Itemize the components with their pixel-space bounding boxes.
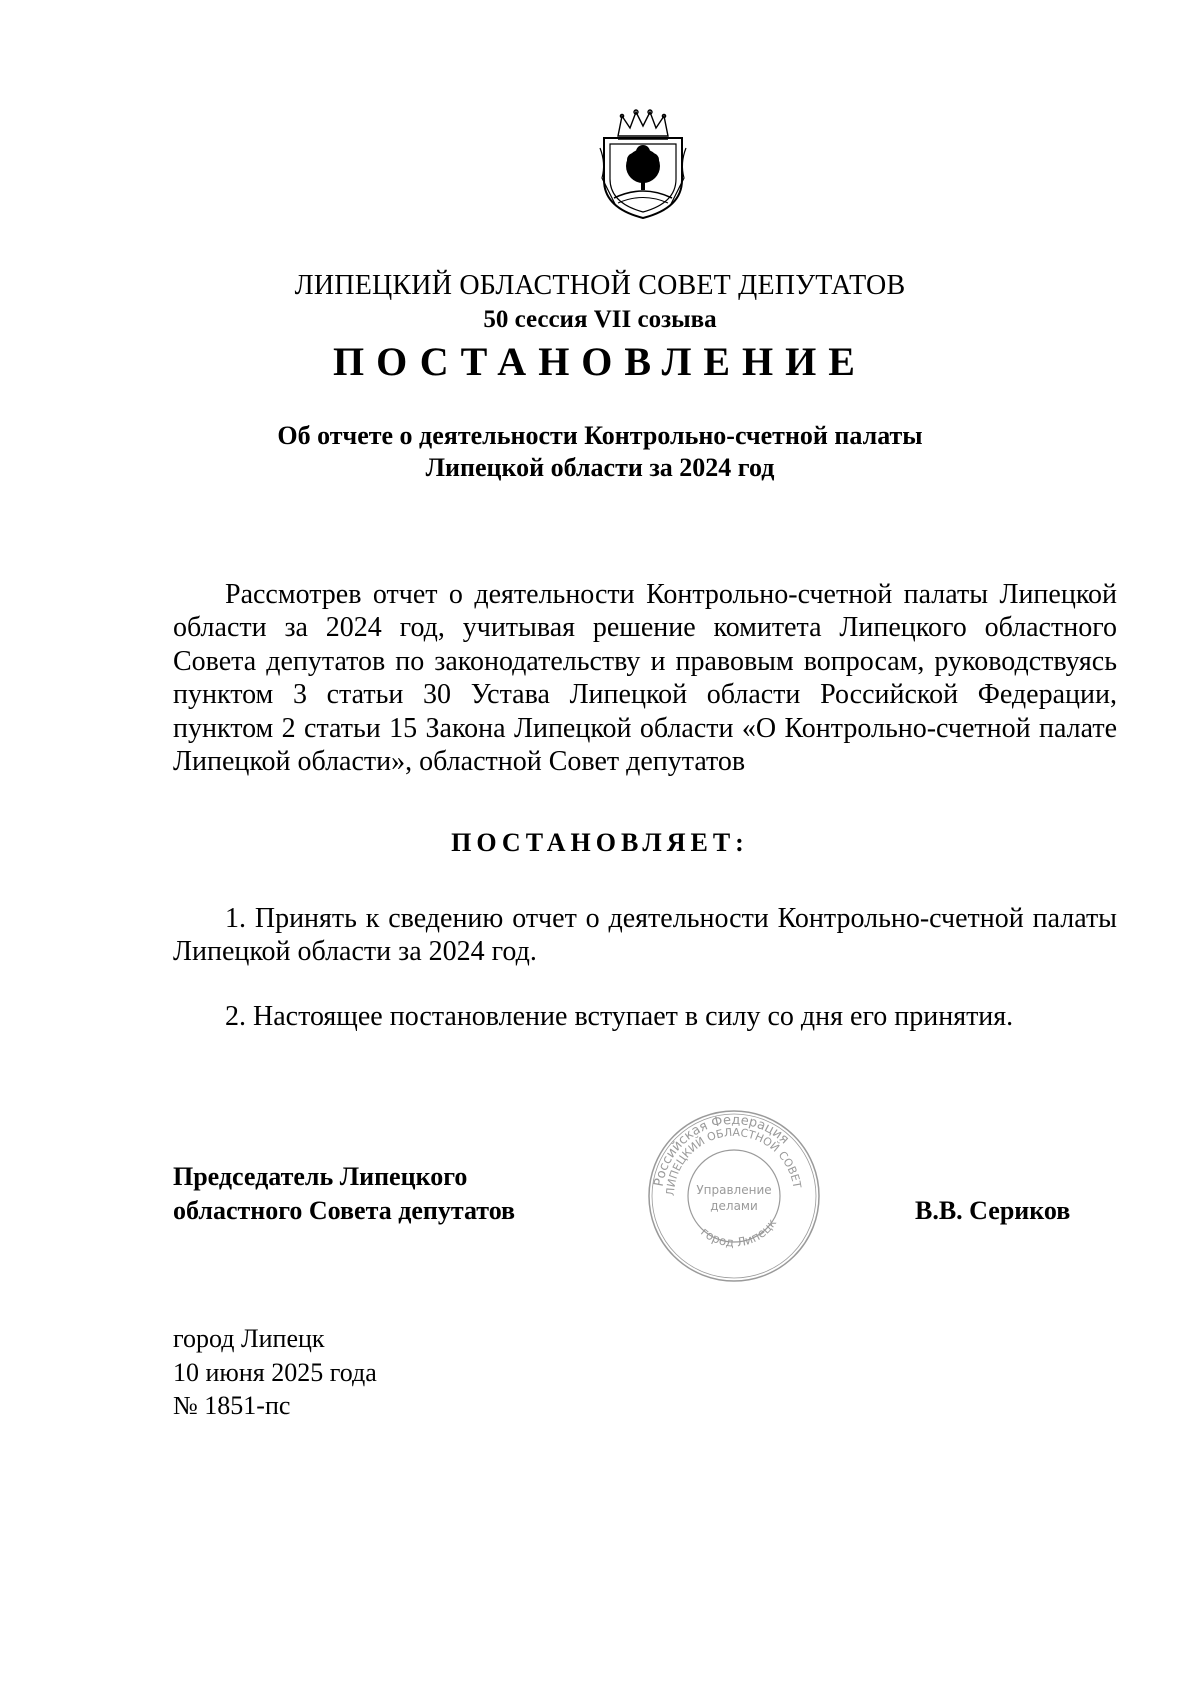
document-type-title: ПОСТАНОВЛЕНИЕ xyxy=(333,339,867,384)
resolution-subject xyxy=(0,420,1200,484)
signer-position xyxy=(173,1160,515,1228)
place-of-signing: город Липецк xyxy=(173,1324,325,1353)
subject-line-2: Липецкой области за 2024 год xyxy=(425,453,775,482)
subject-line-1: Об отчете о деятельности Контрольно-счетной палаты xyxy=(277,421,923,450)
seal-center-line-1: Управление xyxy=(696,1183,772,1197)
session-title: 50 сессия VII созыва xyxy=(483,306,717,333)
preamble-paragraph: Рассмотрев отчет о деятельности Контрольно-счетной палаты Липецкой области за 2024 год, учитывая решение комитета Липецкого областного Совета депутатов по законодательству и правовым вопросам, руководствуясь пунктом 3 статьи 30 Устава Липецкой области Российской Федерации, пунктом 2 статьи 15 Закона Липецкой области «О Контрольно-счетной палате Липецкой области», областной Совет депутатов xyxy=(173,579,1117,778)
seal-center-line-2: делами xyxy=(710,1199,758,1213)
coat-of-arms-icon xyxy=(596,108,690,220)
signer-position-line-1: Председатель Липецкого xyxy=(173,1162,468,1191)
document-footer xyxy=(173,1322,377,1423)
signer-name: В.В. Сериков xyxy=(915,1196,1071,1225)
official-seal-stamp xyxy=(646,1108,822,1284)
seal-inner-text: ЛИПЕЦКИЙ ОБЛАСТНОЙ СОВЕТ xyxy=(663,1125,804,1197)
document-number: № 1851-пс xyxy=(173,1391,291,1420)
council-name: ЛИПЕЦКИЙ ОБЛАСТНОЙ СОВЕТ ДЕПУТАТОВ xyxy=(294,270,906,301)
resolution-item-1: 1. Принять к сведению отчет о деятельности Контрольно-счетной палаты Липецкой области за 2024 год. xyxy=(173,903,1117,968)
document-date: 10 июня 2025 года xyxy=(173,1357,377,1387)
resolution-item-2: 2. Настоящее постановление вступает в силу со дня его принятия. xyxy=(225,1001,1014,1032)
decree-heading: ПОСТАНОВЛЯЕТ: xyxy=(451,828,749,857)
seal-outer-text: Российская Федерация xyxy=(651,1112,792,1188)
signer-position-line-2: областного Совета депутатов xyxy=(173,1196,516,1225)
seal-bottom-text: город Липецк xyxy=(698,1216,780,1250)
